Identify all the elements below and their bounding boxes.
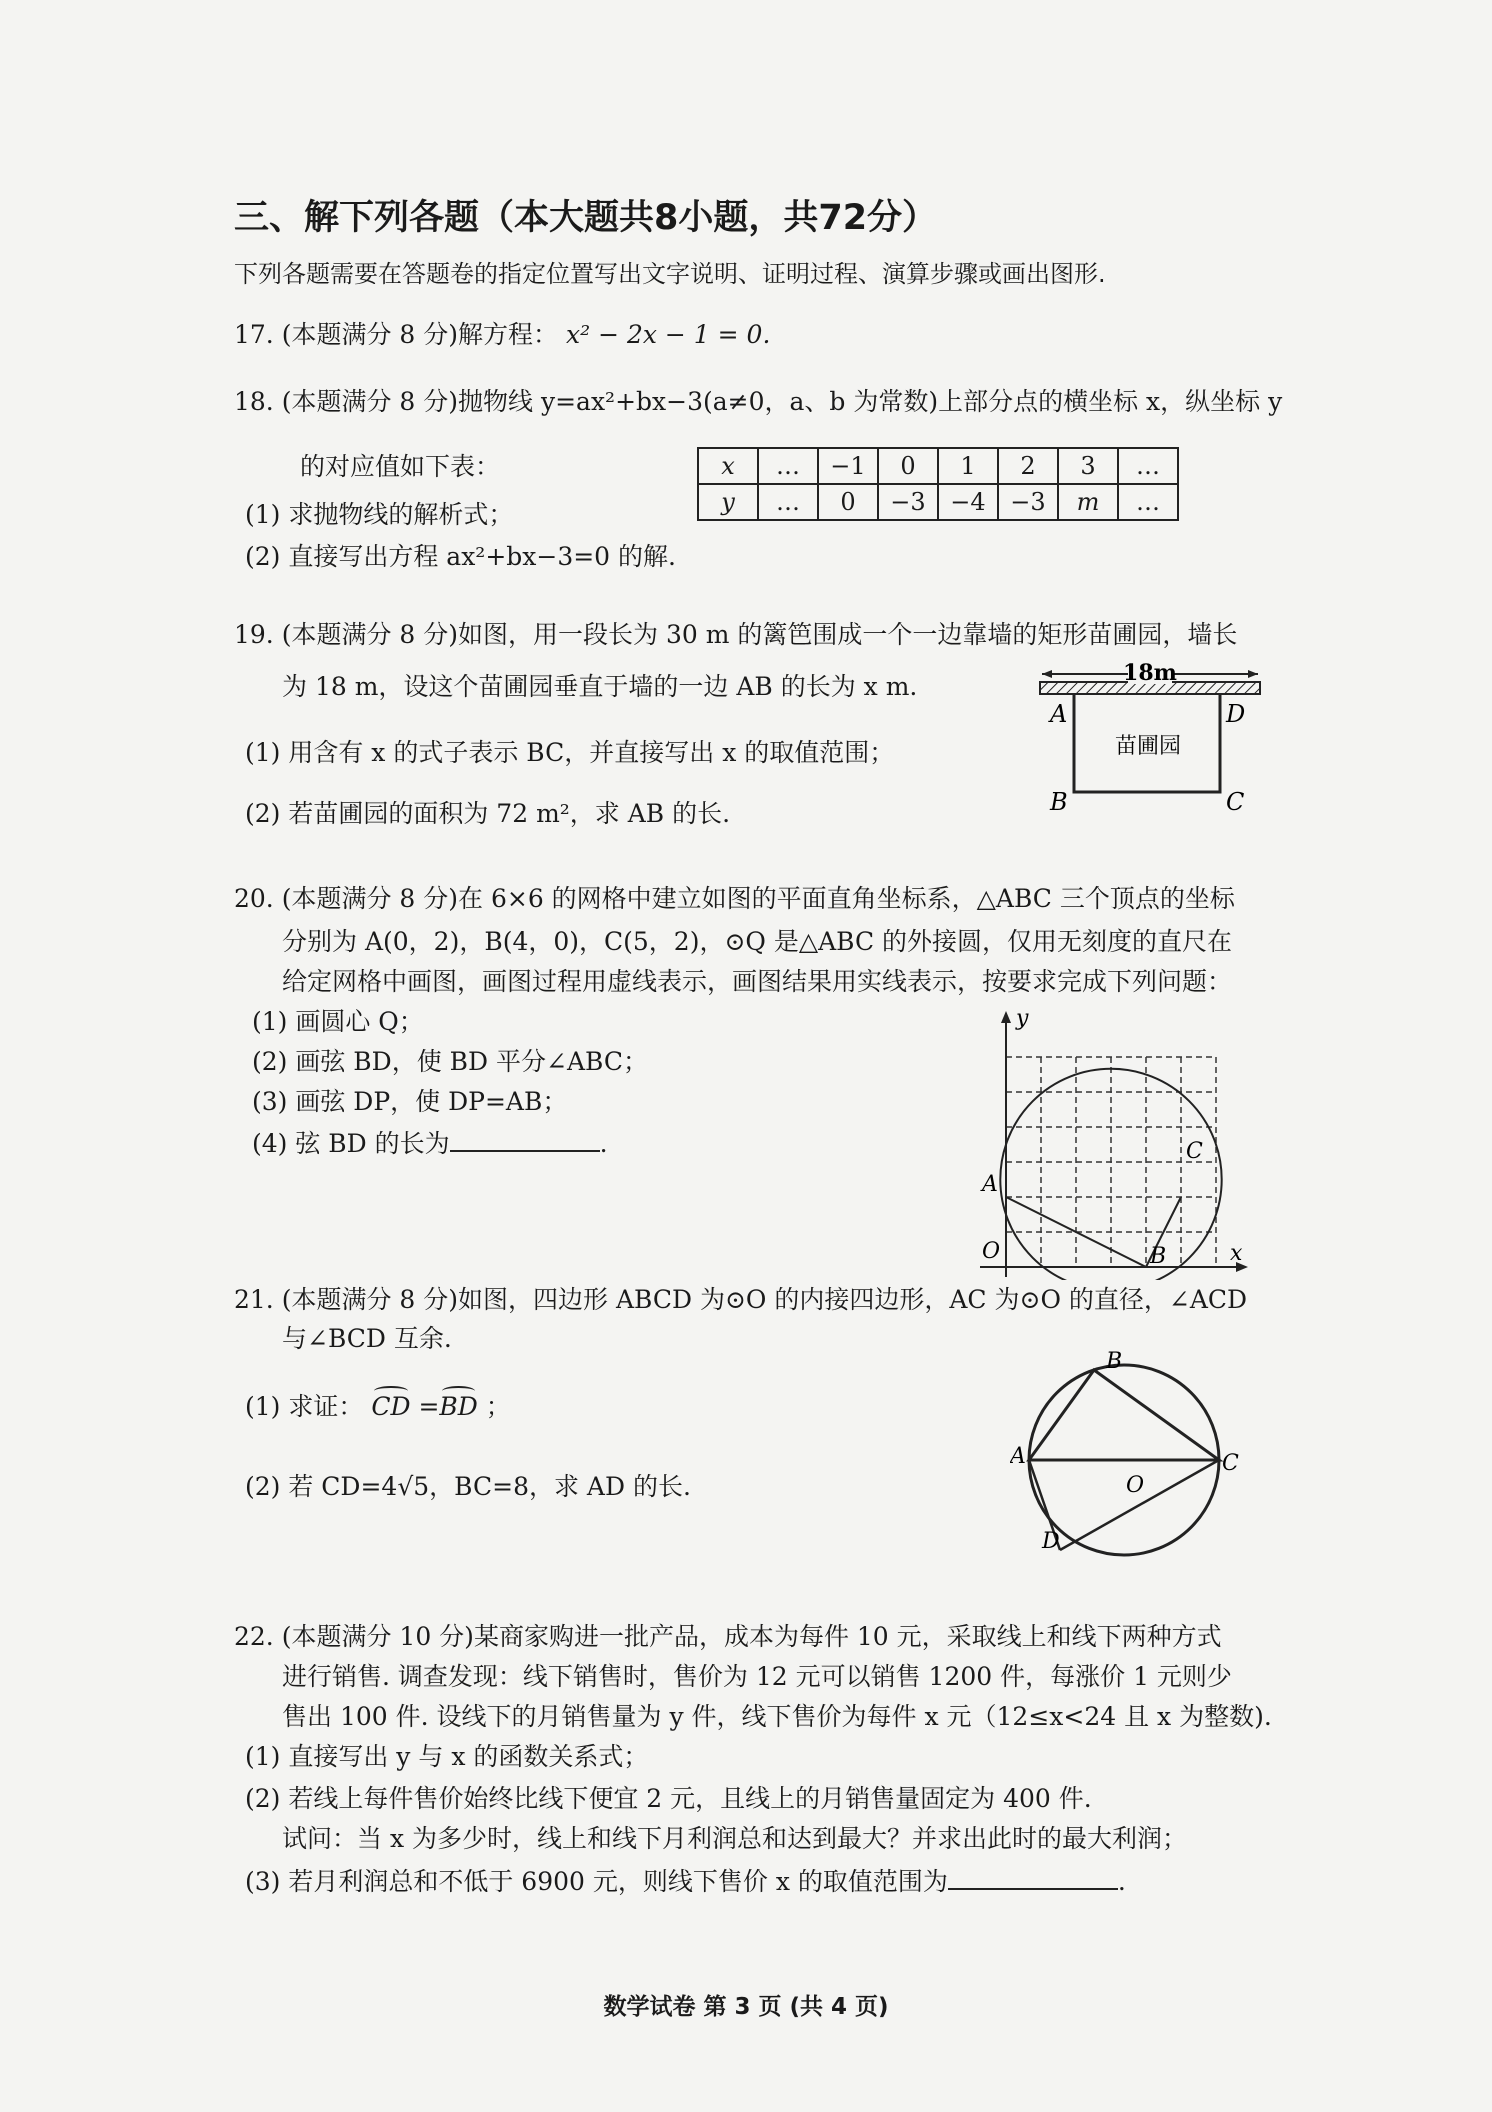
q21-number: 21. [234, 1285, 274, 1314]
q21-part2: (2) 若 CD=4√5，BC=8，求 AD 的长. [245, 1472, 691, 1501]
point-D-label: D [1226, 700, 1246, 728]
section-instruction: 下列各题需要在答题卷的指定位置写出文字说明、证明过程、演算步骤或画出图形. [234, 260, 1106, 288]
table-cell: 1 [938, 448, 998, 484]
question-17 [234, 318, 770, 352]
q18-line1: 抛物线 y=ax²+bx−3(a≠0，a、b 为常数)上部分点的横坐标 x，纵坐标 y [458, 387, 1283, 416]
table-cell: 0 [818, 484, 878, 520]
arrow-right-icon [1248, 670, 1258, 678]
q20-part4: (4) 弦 BD 的长为 . [252, 1129, 608, 1158]
q18-line2: 的对应值如下表： [300, 452, 501, 481]
q20-part4-text: (4) 弦 BD 的长为 [252, 1129, 450, 1158]
q19-part2: (2) 若苗圃园的面积为 72 m²，求 AB 的长. [245, 799, 731, 828]
q17-equation: x² − 2x − 1 = 0. [566, 320, 771, 349]
point-O-label: O [1126, 1473, 1145, 1498]
q19-points: (本题满分 8 分) [281, 620, 459, 649]
question-21 [234, 1283, 1247, 1317]
point-D-label: D [1042, 1529, 1060, 1554]
question-19 [234, 618, 1237, 652]
q19-number: 19. [234, 620, 274, 649]
q20-line2: 分别为 A(0，2)，B(4，0)，C(5，2)，⊙Q 是△ABC 的外接圆，仅用无刻度的直尺在 [282, 927, 1233, 956]
q18-part1: (1) 求抛物线的解析式； [245, 500, 514, 529]
section-title: 三、解下列各题（本大题共8小题，共72分） [234, 198, 938, 238]
table-cell: 3 [1058, 448, 1118, 484]
wall-length-label: 18m [1123, 660, 1177, 686]
q20-line1: 在 6×6 的网格中建立如图的平面直角坐标系，△ABC 三个顶点的坐标 [458, 884, 1235, 913]
q22-part2b: 试问：当 x 为多少时，线上和线下月利润总和达到最大？并求出此时的最大利润； [282, 1824, 1187, 1853]
grid-lines [1006, 1057, 1216, 1267]
point-B-label: B [1150, 1244, 1167, 1269]
question-22 [234, 1620, 1222, 1654]
q21-circle-figure [1010, 1350, 1240, 1570]
point-B-label: B [1106, 1350, 1123, 1374]
table-cell: 2 [998, 448, 1058, 484]
triangle-ABC [1029, 1370, 1219, 1460]
q20-grid-figure [970, 1005, 1260, 1280]
arrow-left-icon [1042, 670, 1052, 678]
q22-line3: 售出 100 件. 设线下的月销售量为 y 件，线下售价为每件 x 元（12≤x<24 且 x 为整数). [282, 1702, 1272, 1731]
q19-line1: 如图，用一段长为 30 m 的篱笆围成一个一边靠墙的矩形苗圃园，墙长 [458, 620, 1238, 649]
q19-part1: (1) 用含有 x 的式子表示 BC，并直接写出 x 的取值范围； [245, 738, 895, 767]
q20-points: (本题满分 8 分) [281, 884, 459, 913]
q22-points: (本题满分 10 分) [281, 1622, 474, 1651]
table-row-x [698, 448, 1178, 484]
question-20 [234, 882, 1235, 916]
point-A-label: A [1050, 700, 1068, 728]
q21-line1: 如图，四边形 ABCD 为⊙O 的内接四边形，AC 为⊙O 的直径，∠ACD [458, 1285, 1248, 1314]
answer-blank [450, 1150, 600, 1152]
table-cell: −3 [878, 484, 938, 520]
table-cell: … [758, 484, 818, 520]
point-C-label: C [1222, 1451, 1239, 1476]
q19-line2: 为 18 m，设这个苗圃园垂直于墙的一边 AB 的长为 x m. [282, 672, 918, 701]
table-cell: 0 [878, 448, 938, 484]
question-18 [234, 385, 1282, 419]
point-C-label: C [1186, 1139, 1203, 1164]
equals-sign: = [418, 1392, 440, 1421]
page-footer: 数学试卷 第 3 页 (共 4 页) [603, 1994, 889, 2020]
arc-CD: CD [371, 1390, 410, 1424]
q22-line2: 进行销售. 调查发现：线下销售时，售价为 12 元可以销售 1200 件，每涨价 1 元则少 [282, 1662, 1232, 1691]
q20-part2: (2) 画弦 BD，使 BD 平分∠ABC； [252, 1047, 648, 1076]
table-cell: … [1118, 448, 1178, 484]
q17-number: 17. [234, 320, 274, 349]
q21-part1-prefix: (1) 求证： [245, 1392, 364, 1421]
q22-part3-text: (3) 若月利润总和不低于 6900 元，则线下售价 x 的取值范围为 [245, 1867, 948, 1896]
q19-garden-figure [1030, 660, 1270, 820]
table-cell: … [758, 448, 818, 484]
table-cell: m [1058, 484, 1118, 520]
q17-points: (本题满分 8 分) [281, 320, 459, 349]
q20-part3: (3) 画弦 DP，使 DP=AB； [252, 1087, 568, 1116]
table-cell: y [698, 484, 758, 520]
point-B-label: B [1050, 788, 1068, 816]
table-cell: −4 [938, 484, 998, 520]
point-C-label: C [1226, 788, 1245, 816]
q18-number: 18. [234, 387, 274, 416]
q22-part1: (1) 直接写出 y 与 x 的函数关系式； [245, 1742, 649, 1771]
q20-part1: (1) 画圆心 Q； [252, 1007, 424, 1036]
q18-part2: (2) 直接写出方程 ax²+bx−3=0 的解. [245, 542, 676, 571]
y-arrow-icon [1001, 1011, 1011, 1023]
q21-points: (本题满分 8 分) [281, 1285, 459, 1314]
y-axis-label: y [1016, 1006, 1029, 1031]
arc-BD: BD [439, 1390, 477, 1424]
q22-number: 22. [234, 1622, 274, 1651]
point-A-label: A [982, 1172, 998, 1197]
point-A-label: A [1010, 1444, 1026, 1469]
q22-part2a: (2) 若线上每件售价始终比线下便宜 2 元，且线上的月销售量固定为 400 件. [245, 1784, 1092, 1813]
q22-part3: (3) 若月利润总和不低于 6900 元，则线下售价 x 的取值范围为 . [245, 1867, 1126, 1896]
table-cell: −1 [818, 448, 878, 484]
q21-line2: 与∠BCD 互余. [282, 1324, 452, 1353]
q22-line1: 某商家购进一批产品，成本为每件 10 元，采取线上和线下两种方式 [473, 1622, 1222, 1651]
table-cell: x [698, 448, 758, 484]
q20-line3: 给定网格中画图，画图过程用虚线表示，画图结果用实线表示，按要求完成下列问题： [282, 967, 1233, 996]
x-axis-label: x [1230, 1241, 1243, 1266]
garden-label: 苗圃园 [1114, 734, 1182, 759]
table-cell: … [1118, 484, 1178, 520]
table-cell: −3 [998, 484, 1058, 520]
answer-blank [948, 1888, 1118, 1890]
table-row-y [698, 484, 1178, 520]
q21-part1-suffix: ； [485, 1392, 511, 1421]
q18-points: (本题满分 8 分) [281, 387, 459, 416]
q17-text: 解方程： [458, 320, 559, 349]
q20-number: 20. [234, 884, 274, 913]
origin-label: O [982, 1239, 1001, 1264]
q18-value-table [697, 447, 1179, 521]
q21-part1 [245, 1390, 511, 1424]
